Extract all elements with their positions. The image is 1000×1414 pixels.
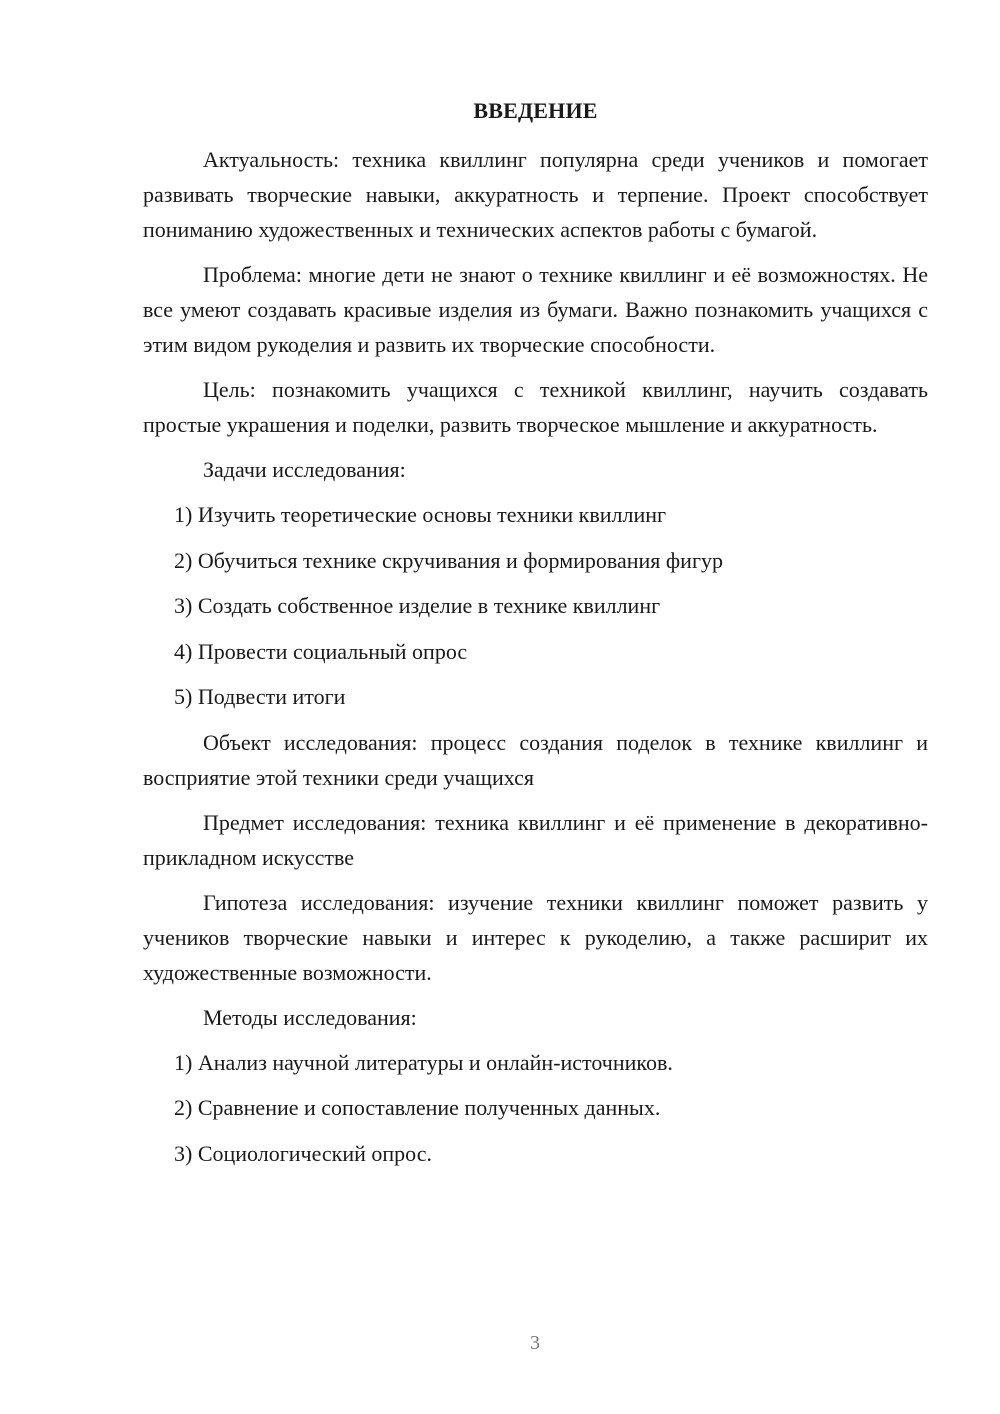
relevance-paragraph: Актуальность: техника квиллинг популярна среди учеников и помогает развивать творческие навыки, аккуратность и терпение. Проект способствует пониманию художественных и технических аспектов работы с бумагой. [143,147,928,242]
page-title: ВВЕДЕНИЕ [473,98,598,123]
subject-paragraph: Предмет исследования: техника квиллинг и её применение в декоративно-прикладном искусстве [143,809,928,870]
list-item: 5) Подвести итоги [174,684,346,709]
page-number: 3 [530,1332,540,1354]
methods-list [143,1045,928,1171]
list-item: 2) Обучиться технике скручивания и формирования фигур [174,547,723,573]
tasks-title: Задачи исследования: [203,457,406,482]
list-item: 3) Создать собственное изделие в технике квиллинг [174,593,661,618]
list-item: 4) Провести социальный опрос [174,638,468,664]
methods-title: Методы исследования: [203,1004,417,1030]
problem-paragraph: Проблема: многие дети не знают о технике квиллинг и её возможностях. Не все умеют создавать красивые изделия из бумаги. Важно познакомить учащихся с этим видом рукоделия и развить их творческие способности. [143,262,928,357]
list-item: 1) Изучить теоретические основы техники квиллинг [174,502,667,527]
list-item: 2) Сравнение и сопоставление полученных данных. [174,1095,661,1120]
list-item: 3) Социологический опрос. [174,1140,432,1166]
goal-paragraph: Цель: познакомить учащихся с техникой квиллинг, научить создавать простые украшения и поделки, развить творческое мышление и аккуратность. [143,377,928,437]
tasks-list [143,497,928,714]
hypothesis-paragraph: Гипотеза исследования: изучение техники квиллинг поможет развить у учеников творческие навыки и интерес к рукоделию, а также расширит их художественные возможности. [143,889,928,985]
list-item: 1) Анализ научной литературы и онлайн-источников. [174,1049,673,1075]
object-paragraph: Объект исследования: процесс создания поделок в технике квиллинг и восприятие этой техники среди учащихся [143,729,928,790]
document-page [143,94,928,1181]
